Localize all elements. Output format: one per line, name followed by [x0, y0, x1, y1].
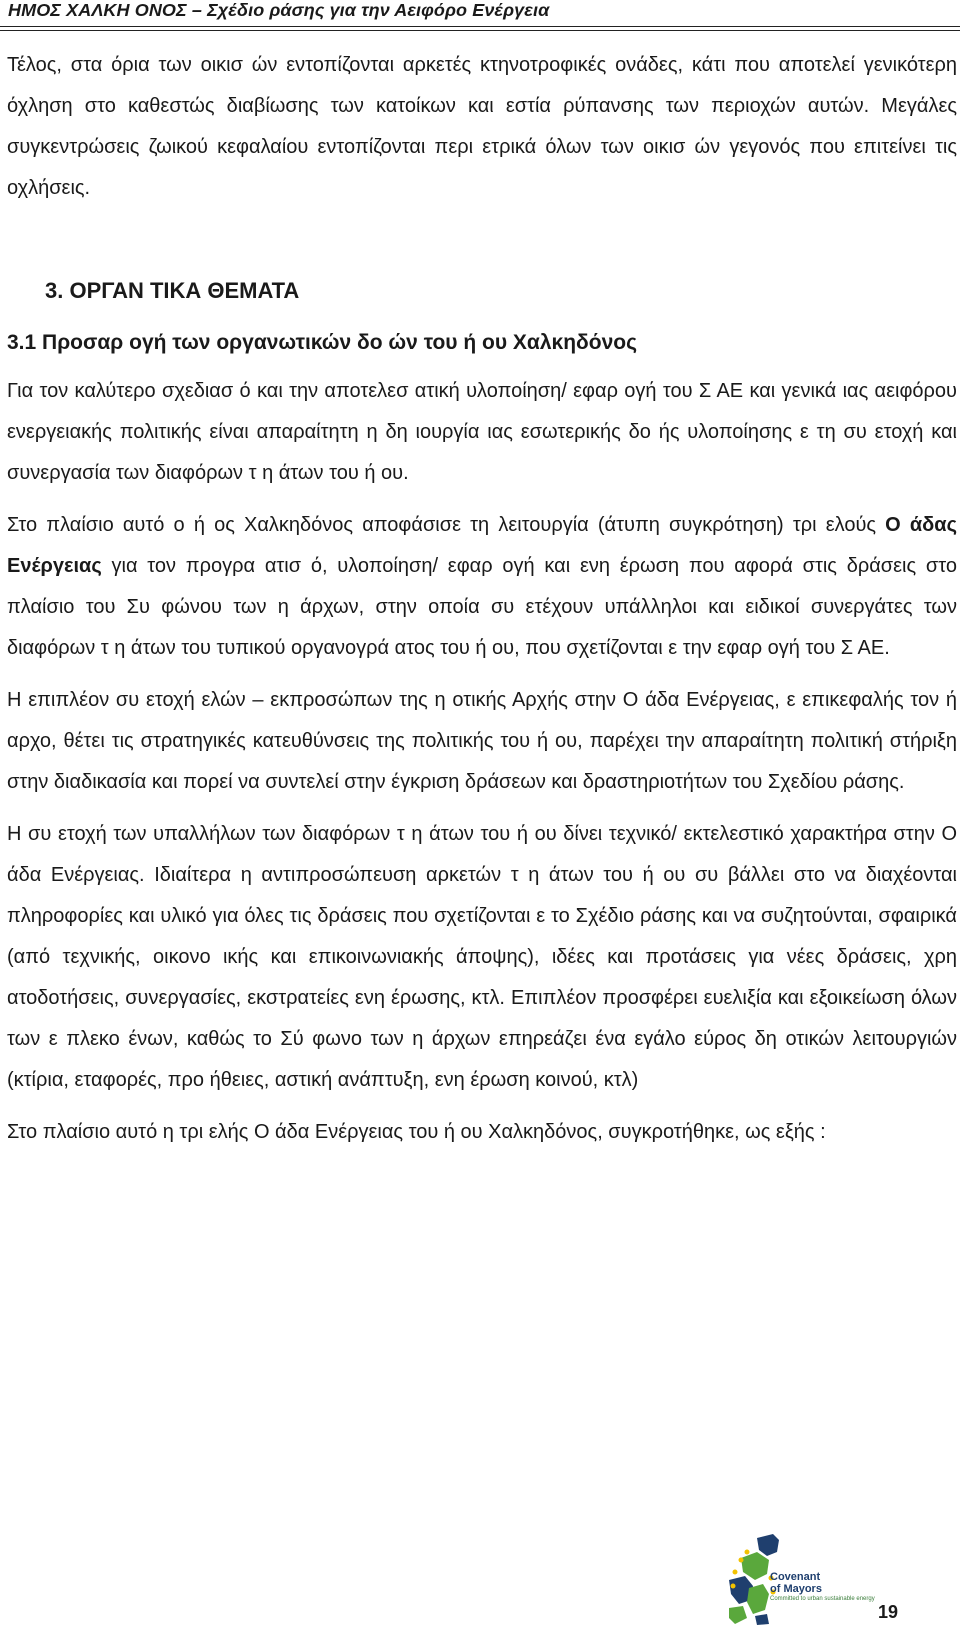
document-title: ΗΜΟΣ ΧΑΛΚΗ ΟΝΟΣ – Σχέδιο ράσης για την Αειφόρο Ενέργεια: [8, 0, 550, 20]
energy-team-term: Ο άδας Ενέργειας: [7, 514, 958, 577]
paragraph-livestock: Τέλος, στα όρια των οικισ ών εντοπίζονται αρκετές κτηνοτροφικές ονάδες, κάτι που αποτελεί γενικότερη όχληση στο καθεστώς διαβίωσης των κατοίκων και εστία ρύπανσης των περιοχών αυτών. Μεγάλες συγκεντρώσεις ζωικού κεφαλαίου εντοπίζονται περι ετρικά όλων των οικισ ών γεγονός που επιτείνει τις οχλήσεις.: [7, 54, 957, 199]
page-footer: [0, 1530, 960, 1626]
paragraph-structure: Για τον καλύτερο σχεδιασ ό και την αποτελεσ ατική υλοποίηση/ εφαρ ογή του Σ ΑΕ και γενικά ιας αειφόρου ενεργειακής πολιτικής είναι απαραίτητη η δη ιουργία ιας εσωτερικής δο ής υλοποίησης ε τη συ ετοχή και συνεργασία των διαφόρων τ η άτων του ή ου.: [7, 380, 957, 484]
page-number: 19: [878, 1602, 899, 1622]
paragraph-staff-participation: Η συ ετοχή των υπαλλήλων των διαφόρων τ η άτων του ή ου δίνει τεχνικό/ εκτελεστικό χαρακτήρα στην Ο άδα Ενέργειας. Ιδιαίτερα η αντιπροσώπευση αρκετών τ η άτων του ή ου συ βάλλει στο να διαχέονται πληροφορίες και υλικό για όλες τις δράσεις που σχετίζονται ε το Σχέδιο ράσης και να συζητούνται, σφαιρικά (από τεχνικής, οικονο ικής και επικοινωνιακής άποψης), ιδέες και προτάσεις για νέες δράσεις, χρη ατοδοτήσεις, συνεργασίες, εκστρατείες ενη έρωσης, κτλ. Επιπλέον προσφέρει ευελιξία και εξοικείωση όλων των ε πλεκο ένων, καθώς το Σύ φωνο των η άρχων επηρεάζει ένα εγάλο εύρος δη οτικών λειτουργιών (κτίρια, εταφορές, προ ήθειες, αστική ανάπτυξη, ενη έρωση κοινού, κτλ): [7, 823, 957, 1091]
page-header: [0, 0, 960, 36]
logo-line-covenant: Covenant: [770, 1571, 821, 1583]
section-heading: 3. ΟΡΓΑΝ ΤΙΚΑ ΘΕΜΑΤΑ: [45, 278, 300, 303]
document-body: [7, 45, 957, 1153]
paragraph-energy-team-start: Στο πλαίσιο αυτό ο ή ος Χαλκηδόνος αποφάσισε τη λειτουργία (άτυπη συγκρότηση) τρι ελούς: [7, 514, 886, 536]
paragraph-energy-team-end: για τον προγρα ατισ ό, υλοποίηση/ εφαρ ογή και ενη έρωση που αφορά στις δράσεις στο πλαίσιο του Συ φώνου των η άρχων, στην οποία συ ετέχουν υπάλληλοι και ειδικοί συνεργάτες των διαφόρων τ η άτων του τυπικού οργανογρά ατος του ή ου, που σχετίζονται ε την εφαρ ογή του Σ ΑΕ.: [7, 555, 957, 659]
header-divider: [0, 26, 960, 31]
logo-tagline: Committed to urban sustainable energy: [770, 1596, 875, 1602]
logo-line-mayors: of Mayors: [770, 1583, 822, 1595]
paragraph-team-composition: Στο πλαίσιο αυτό η τρι ελής Ο άδα Ενέργειας του ή ου Χαλκηδόνος, συγκροτήθηκε, ως εξής :: [7, 1121, 826, 1143]
paragraph-energy-team: [7, 505, 957, 669]
logo-wordmark: [770, 1571, 822, 1595]
subsection-heading: 3.1 Προσαρ ογή των οργανωτικών δο ών του ή ου Χαλκηδόνος: [7, 331, 638, 354]
paragraph-council-members: Η επιπλέον συ ετοχή ελών – εκπροσώπων της η οτικής Αρχής στην Ο άδα Ενέργειας, ε επικεφαλής τον ή αρχο, θέτει τις στρατηγικές κατευθύνσεις της πολιτικής του ή ου, παρέχει την απαραίτητη πολιτική στήριξη στην διαδικασία και πορεί να συντελεί στην έγκριση δράσεων και δραστηριοτήτων του Σχεδίου ράσης.: [7, 689, 957, 793]
